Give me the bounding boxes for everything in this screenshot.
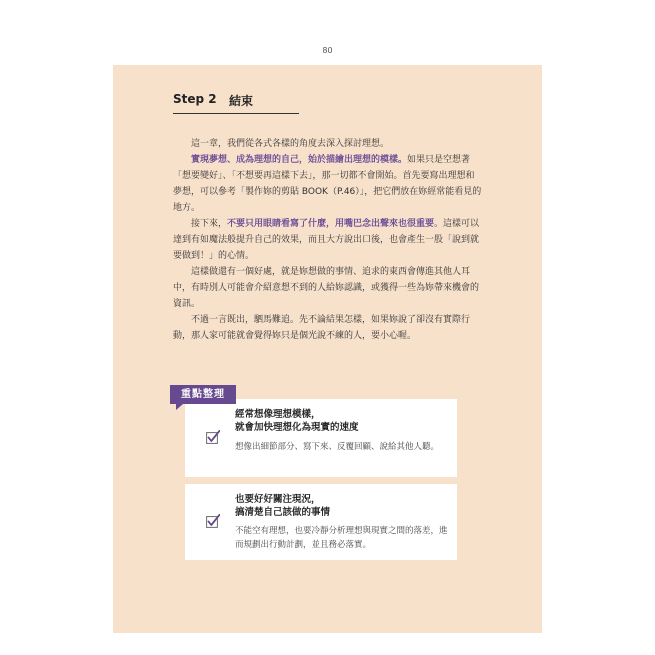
summary-card-2 (185, 484, 457, 560)
card-title-line: 經常想像理想模樣， (235, 409, 321, 420)
check-icon (206, 514, 220, 528)
card-title-line: 搞清楚自己該做的事情 (235, 507, 331, 518)
section-heading (173, 91, 299, 114)
summary-tab: 重點整理 (170, 385, 236, 404)
card-title-line: 也要好好關注現況， (235, 494, 321, 505)
paragraph-text: 如果只是空想著「想要變好」、「不想要再這樣下去」，那一切都不會開始。首先要寫出理想和夢想，可以參考「製作妳的剪貼 BOOK（P.46）」，把它們放在妳經常能看見的地方。 (173, 155, 482, 213)
paragraph-text: 接下來， (191, 219, 228, 229)
paragraph-1 (173, 136, 483, 152)
card-title (235, 408, 450, 434)
paragraph-4 (173, 264, 483, 312)
paragraph-text: 這一章，我們從各式各樣的角度去深入探討理想。 (191, 139, 390, 149)
highlighted-text: 不要只用眼睛看寫了什麼，用嘴巴念出聲來也很重要 (227, 219, 435, 229)
paragraph-text: 。這樣可以達到有如魔法般提升自己的效果，而且大方說出口後，也會產生一股「說到就要做到！」的心情。 (173, 219, 480, 261)
card-description: 不能空有理想，也要冷靜分析理想與現實之間的落差，進而規劃出行動計劃，並且務必落實。 (235, 526, 448, 550)
paragraph-text: 這樣做還有一個好處，就是妳想做的事情、追求的東西會傳進其他人耳中，有時別人可能會介紹意想不到的人給妳認識，或獲得一些為妳帶來機會的資訊。 (173, 267, 480, 309)
highlighted-text: 實現夢想、成為理想的自己，始於描繪出理想的模樣。 (191, 155, 408, 165)
card-description: 想像出細節部分、寫下來、反覆回顧、說給其他人聽。 (235, 442, 440, 452)
paragraph-3 (173, 216, 483, 264)
card-title-line: 就會加快理想化為現實的速度 (235, 422, 359, 433)
section-title: 結束 (229, 94, 254, 108)
paragraph-2 (173, 152, 483, 216)
check-icon (206, 430, 220, 444)
step-label: Step 2 (173, 92, 217, 106)
paragraph-text: 不過一言既出，駟馬難追。先不論結果怎樣，如果妳說了卻沒有實際行動，那人家可能就會覺得妳只是個光說不練的人，要小心喔。 (173, 315, 471, 341)
summary-card-1 (185, 399, 457, 477)
paragraph-5 (173, 312, 483, 344)
page-header (113, 25, 542, 65)
book-page (113, 25, 542, 633)
card-title (235, 493, 450, 519)
body-text (173, 136, 483, 344)
page-number: 80 (322, 46, 333, 55)
